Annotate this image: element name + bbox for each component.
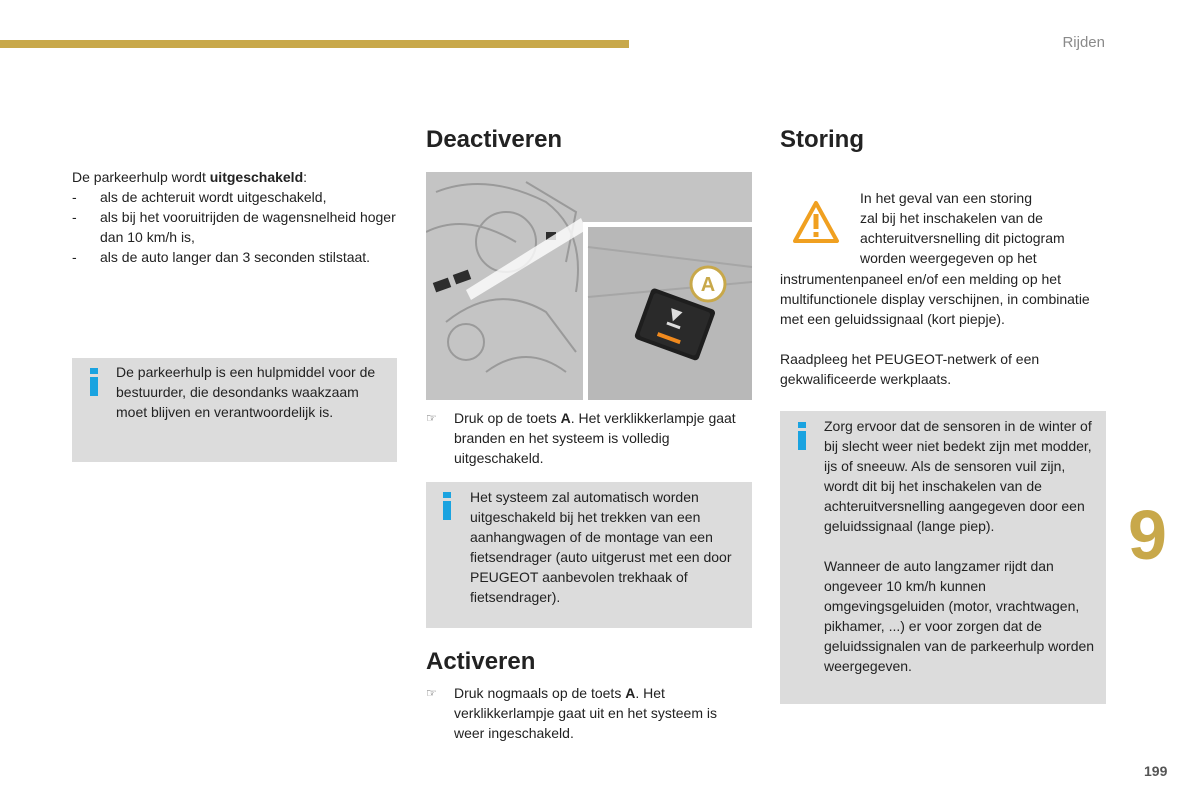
intro-sentence: De parkeerhulp wordt uitgeschakeld: (72, 169, 308, 185)
deactivate-heading: Deactiveren (426, 126, 563, 153)
chapter-title: Rijden (1062, 34, 1105, 51)
info-box-responsibility (72, 358, 397, 462)
dashboard-illustration (426, 172, 752, 400)
warning-text: instrumentenpaneel en/of een melding op het multifunctionele display verschijnen, in combinatie met een geluidssignaal (kort piepje). (780, 271, 1090, 327)
chapter-number: 9 (1128, 496, 1167, 574)
info-icon (797, 422, 807, 450)
activate-heading: Activeren (426, 648, 536, 675)
step-text: Druk nogmaals op de toets A. Het verklikkerlampje gaat uit en het systeem is weer ingeschakeld. (454, 685, 717, 741)
info-text-1: Zorg ervoor dat de sensoren in de winter of bij slecht weer niet bedekt zijn met modder, ijs of sneeuw. Als de sensoren vuil zijn, wordt dit bij het inschakelen van de achteruitversnelling aangegeven door een geluidssignaal (lange piep). (824, 418, 1092, 534)
list-item: - als de achteruit wordt uitgeschakeld, (72, 187, 407, 207)
warning-advice: Raadpleeg het PEUGEOT-netwerk of een gekwalificeerde werkplaats. (780, 351, 1040, 387)
info-icon (89, 368, 99, 396)
info-text: De parkeerhulp is een hulpmiddel voor de bestuurder, die desondanks waakzaam moet blijven en verantwoordelijk is. (116, 364, 376, 420)
step-text: Druk op de toets A. Het verklikkerlampje gaat branden en het systeem is volledig uitgeschakeld. (454, 410, 736, 466)
malfunction-heading: Storing (780, 126, 864, 153)
list-item: - als de auto langer dan 3 seconden stilstaat. (72, 247, 407, 267)
page-number: 199 (1144, 763, 1168, 779)
info-icon (442, 492, 452, 520)
dashboard-diagram (426, 172, 752, 400)
disable-conditions-list (72, 187, 407, 267)
info-box-sensors (780, 411, 1106, 704)
callout-label-a: A (700, 274, 716, 296)
warning-lines: In het geval van een storing zal bij het inschakelen van de achteruitversnelling dit pictogram worden weergegeven op het (860, 190, 1065, 266)
bullet-arrow-icon: ☞ (426, 411, 437, 425)
warning-triangle-icon (792, 200, 840, 244)
intro-section (72, 167, 407, 267)
info-text-2: Wanneer de auto langzamer rijdt dan ongeveer 10 km/h kunnen omgevingsgeluiden (motor, vrachtwagen, pikhamer, ...) er voor zorgen dat de geluidssignalen van de parkeerhulp worden weergegeven. (824, 558, 1095, 674)
list-item: - als bij het vooruitrijden de wagensnelheid hoger dan 10 km/h is, (72, 207, 407, 247)
info-text: Het systeem zal automatisch worden uitgeschakeld bij het trekken van een aanhangwagen of de montage van een fietsendrager (auto uitgerust met een door PEUGEOT aanbevolen trekhaak of fietsendrager). (470, 489, 732, 605)
header-accent-bar (0, 40, 629, 48)
info-box-auto-disable (426, 482, 752, 628)
bullet-arrow-icon: ☞ (426, 686, 437, 700)
